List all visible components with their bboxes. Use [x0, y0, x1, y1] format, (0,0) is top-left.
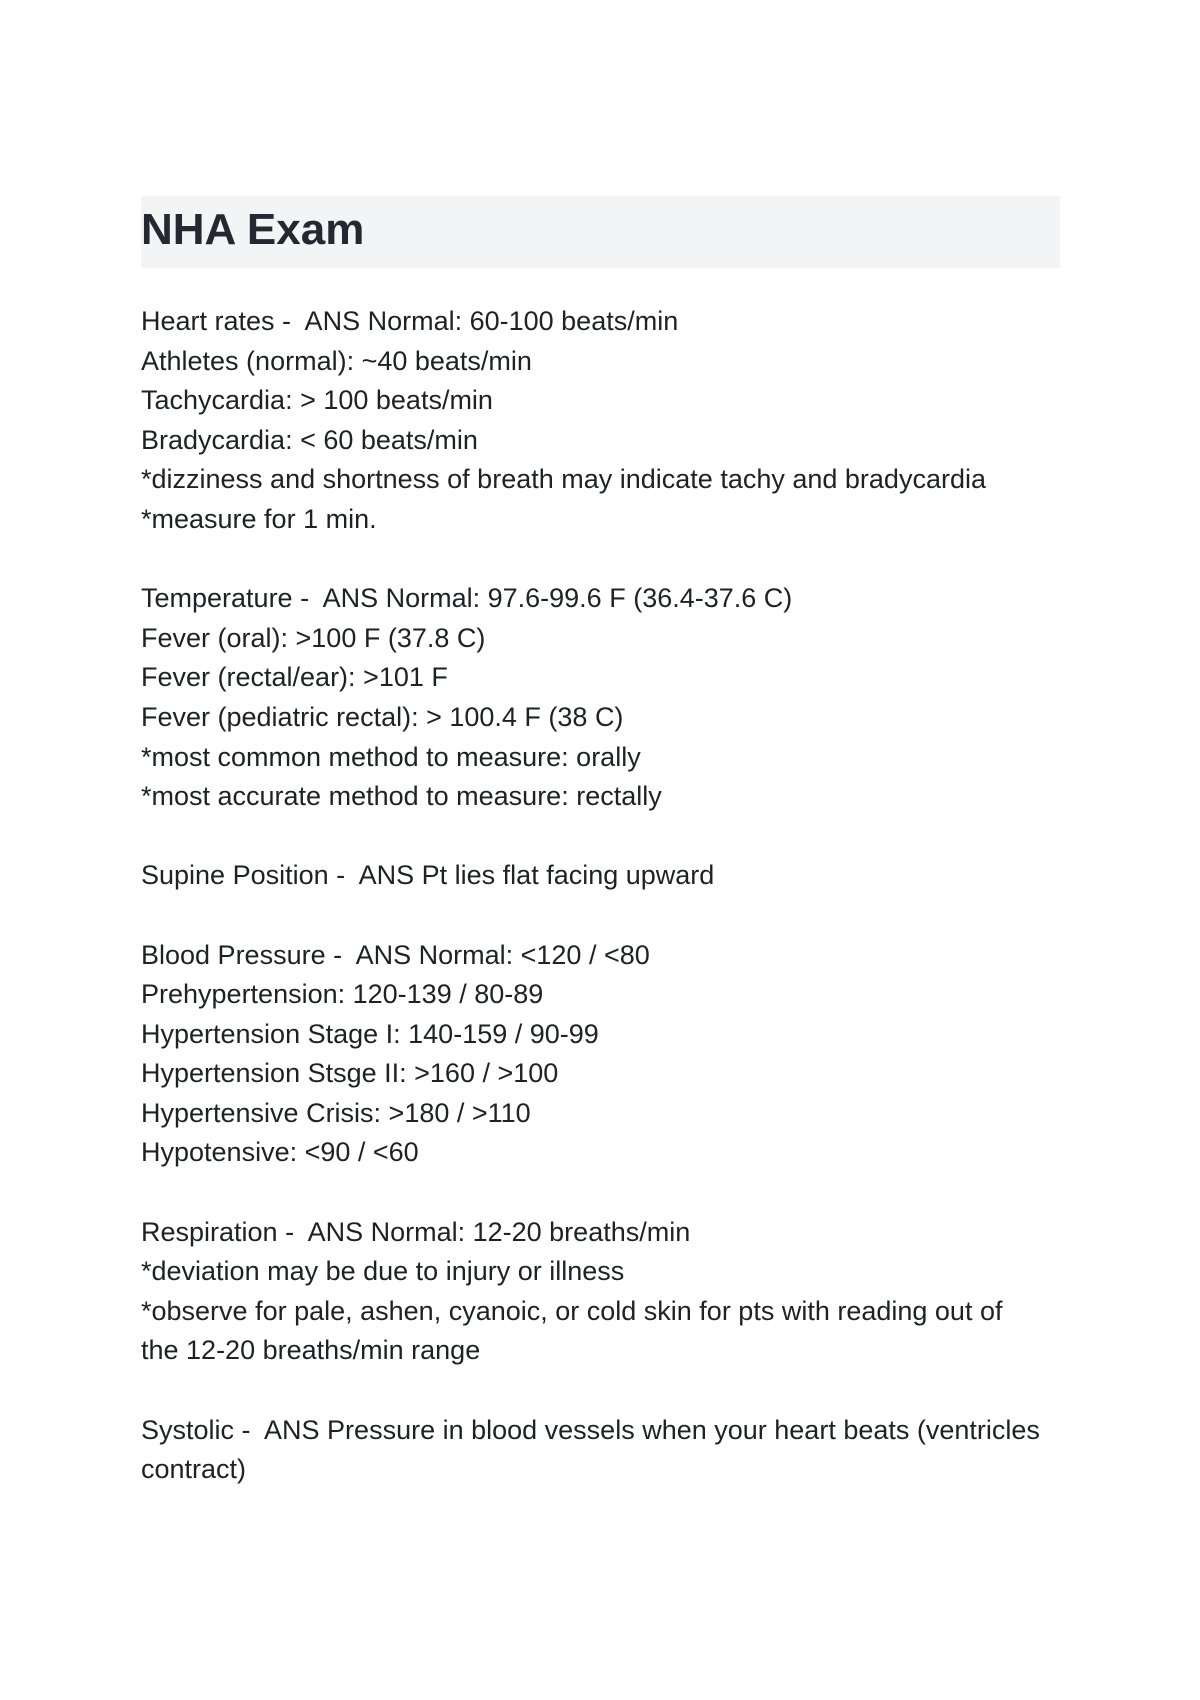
text-line: *most common method to measure: orally	[141, 741, 641, 772]
text-line: Hypertensive Crisis: >180 / >110	[141, 1097, 531, 1128]
text-line: Respiration - ANS Normal: 12-20 breaths/min	[141, 1216, 691, 1247]
text-line: Supine Position - ANS Pt lies flat facing upward	[141, 860, 715, 891]
section-systolic	[141, 1411, 1066, 1490]
text-line: *measure for 1 min.	[141, 503, 377, 534]
document-body	[141, 302, 1066, 1529]
text-line: Fever (rectal/ear): >101 F	[141, 662, 448, 693]
text-line: Hypotensive: <90 / <60	[141, 1137, 419, 1168]
text-line: Hypertension Stsge II: >160 / >100	[141, 1058, 559, 1089]
text-line: *most accurate method to measure: rectally	[141, 781, 662, 812]
text-line: Temperature - ANS Normal: 97.6-99.6 F (36.4-37.6 C)	[141, 583, 793, 614]
section-blood-pressure	[141, 936, 1066, 1174]
section-respiration	[141, 1213, 1066, 1371]
text-line: Heart rates - ANS Normal: 60-100 beats/min	[141, 306, 679, 336]
text-line: contract)	[141, 1454, 247, 1485]
text-line: Fever (oral): >100 F (37.8 C)	[141, 622, 486, 653]
section-temperature	[141, 579, 1066, 817]
text-line: the 12-20 breaths/min range	[141, 1335, 481, 1366]
text-line: Tachycardia: > 100 beats/min	[141, 385, 493, 416]
text-line: Blood Pressure - ANS Normal: <120 / <80	[141, 939, 650, 970]
section-heart-rates	[141, 302, 1066, 540]
text-line: Systolic - ANS Pressure in blood vessels when your heart beats (ventricles	[141, 1414, 1040, 1445]
text-line: *observe for pale, ashen, cyanoic, or cold skin for pts with reading out of	[141, 1295, 1003, 1326]
text-line: Fever (pediatric rectal): > 100.4 F (38 C)	[141, 701, 624, 732]
text-line: Prehypertension: 120-139 / 80-89	[141, 979, 544, 1010]
text-line: Bradycardia: < 60 beats/min	[141, 424, 478, 455]
text-line: Athletes (normal): ~40 beats/min	[141, 345, 532, 376]
text-line: *dizziness and shortness of breath may indicate tachy and bradycardia	[141, 464, 986, 495]
text-line: Hypertension Stage I: 140-159 / 90-99	[141, 1018, 599, 1049]
section-supine-position	[141, 856, 1066, 896]
text-line: *deviation may be due to injury or illness	[141, 1256, 625, 1287]
title-bar	[141, 196, 1060, 268]
page-title: NHA Exam	[141, 205, 365, 254]
